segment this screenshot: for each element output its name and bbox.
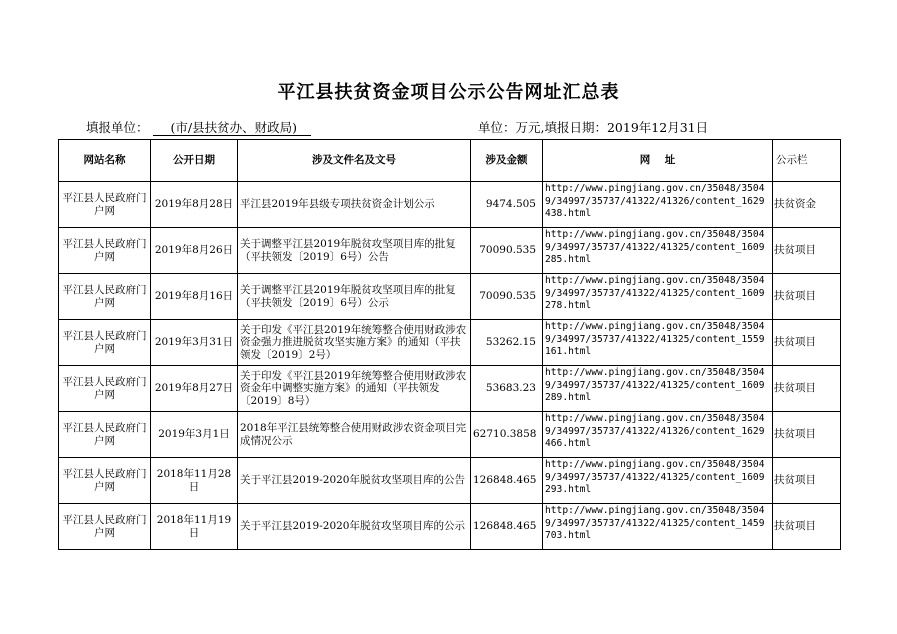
row-site: 平江县人民政府门户网 xyxy=(59,412,151,458)
row-site: 平江县人民政府门户网 xyxy=(59,458,151,504)
row-url-link[interactable]: http://www.pingjiang.gov.cn/35048/35049/34997/35737/41322/41325/content_1609278.html xyxy=(543,274,773,320)
row-column: 扶贫资金 xyxy=(773,182,841,228)
row-document: 关于调整平江县2019年脱贫攻坚项目库的批复（平扶领发〔2019〕6号）公示 xyxy=(238,274,471,320)
unit-and-date: 单位：万元,填报日期：2019年12月31日 xyxy=(478,120,709,135)
row-amount: 53262.15 xyxy=(471,320,543,366)
row-column: 扶贫项目 xyxy=(773,274,841,320)
row-site: 平江县人民政府门户网 xyxy=(59,320,151,366)
table-row xyxy=(59,412,841,458)
row-amount: 126848.465 xyxy=(471,458,543,504)
row-url-link[interactable]: http://www.pingjiang.gov.cn/35048/35049/34997/35737/41322/41325/content_1609285.html xyxy=(543,228,773,274)
row-url-link[interactable]: http://www.pingjiang.gov.cn/35048/35049/34997/35737/41322/41325/content_1609289.html xyxy=(543,366,773,412)
table-row xyxy=(59,228,841,274)
fill-unit-value: (市/县扶贫办、财政局) xyxy=(153,121,311,136)
row-url-link[interactable]: http://www.pingjiang.gov.cn/35048/35049/34997/35737/41322/41325/content_1609293.html xyxy=(543,458,773,504)
document-title: 平江县扶贫资金项目公示公告网址汇总表 xyxy=(277,82,620,103)
header-amount: 涉及金额 xyxy=(471,140,543,182)
row-date: 2019年3月1日 xyxy=(151,412,238,458)
row-site: 平江县人民政府门户网 xyxy=(59,228,151,274)
header-column: 公示栏 xyxy=(773,140,841,182)
table-row xyxy=(59,320,841,366)
row-amount: 62710.3858 xyxy=(471,412,543,458)
row-document: 关于印发《平江县2019年统筹整合使用财政涉农资金强力推进脱贫攻坚实施方案》的通知（平扶领发〔2019〕2号） xyxy=(238,320,471,366)
row-document: 关于调整平江县2019年脱贫攻坚项目库的批复（平扶领发〔2019〕6号）公告 xyxy=(238,228,471,274)
row-amount: 53683.23 xyxy=(471,366,543,412)
row-column: 扶贫项目 xyxy=(773,366,841,412)
fill-unit-label: 填报单位： xyxy=(86,120,149,135)
row-site: 平江县人民政府门户网 xyxy=(59,274,151,320)
table-row xyxy=(59,182,841,228)
row-date: 2018年11月28日 xyxy=(151,458,238,504)
row-url-link[interactable]: http://www.pingjiang.gov.cn/35048/35049/34997/35737/41322/41325/content_1559161.html xyxy=(543,320,773,366)
row-column: 扶贫项目 xyxy=(773,320,841,366)
row-amount: 126848.465 xyxy=(471,504,543,550)
row-document: 关于平江县2019-2020年脱贫攻坚项目库的公告 xyxy=(238,458,471,504)
row-url-link[interactable]: http://www.pingjiang.gov.cn/35048/35049/34997/35737/41322/41326/content_1629438.html xyxy=(543,182,773,228)
row-date: 2019年8月27日 xyxy=(151,366,238,412)
row-site: 平江县人民政府门户网 xyxy=(59,182,151,228)
header-url: 网 址 xyxy=(543,140,773,182)
row-column: 扶贫项目 xyxy=(773,228,841,274)
row-date: 2019年3月31日 xyxy=(151,320,238,366)
table-row xyxy=(59,458,841,504)
header-date: 公开日期 xyxy=(151,140,238,182)
row-date: 2019年8月16日 xyxy=(151,274,238,320)
table-row xyxy=(59,504,841,550)
row-document: 2018年平江县统筹整合使用财政涉农资金项目完成情况公示 xyxy=(238,412,471,458)
row-date: 2018年11月19日 xyxy=(151,504,238,550)
row-amount: 70090.535 xyxy=(471,228,543,274)
row-amount: 9474.505 xyxy=(471,182,543,228)
header-document: 涉及文件名及文号 xyxy=(238,140,471,182)
row-date: 2019年8月26日 xyxy=(151,228,238,274)
row-document: 关于平江县2019-2020年脱贫攻坚项目库的公示 xyxy=(238,504,471,550)
summary-table xyxy=(58,139,841,550)
row-url-link[interactable]: http://www.pingjiang.gov.cn/35048/35049/34997/35737/41322/41325/content_1459703.html xyxy=(543,504,773,550)
row-url-link[interactable]: http://www.pingjiang.gov.cn/35048/35049/34997/35737/41322/41326/content_1629466.html xyxy=(543,412,773,458)
table-row xyxy=(59,274,841,320)
header-site: 网站名称 xyxy=(59,140,151,182)
table-header-row xyxy=(59,140,841,182)
row-document: 平江县2019年县级专项扶贫资金计划公示 xyxy=(238,182,471,228)
row-column: 扶贫项目 xyxy=(773,412,841,458)
fill-unit xyxy=(86,118,311,136)
row-column: 扶贫项目 xyxy=(773,458,841,504)
row-amount: 70090.535 xyxy=(471,274,543,320)
row-document: 关于印发《平江县2019年统筹整合使用财政涉农资金年中调整实施方案》的通知（平扶领发〔2019〕8号） xyxy=(238,366,471,412)
row-date: 2019年8月28日 xyxy=(151,182,238,228)
table-row xyxy=(59,366,841,412)
row-column: 扶贫项目 xyxy=(773,504,841,550)
row-site: 平江县人民政府门户网 xyxy=(59,366,151,412)
row-site: 平江县人民政府门户网 xyxy=(59,504,151,550)
